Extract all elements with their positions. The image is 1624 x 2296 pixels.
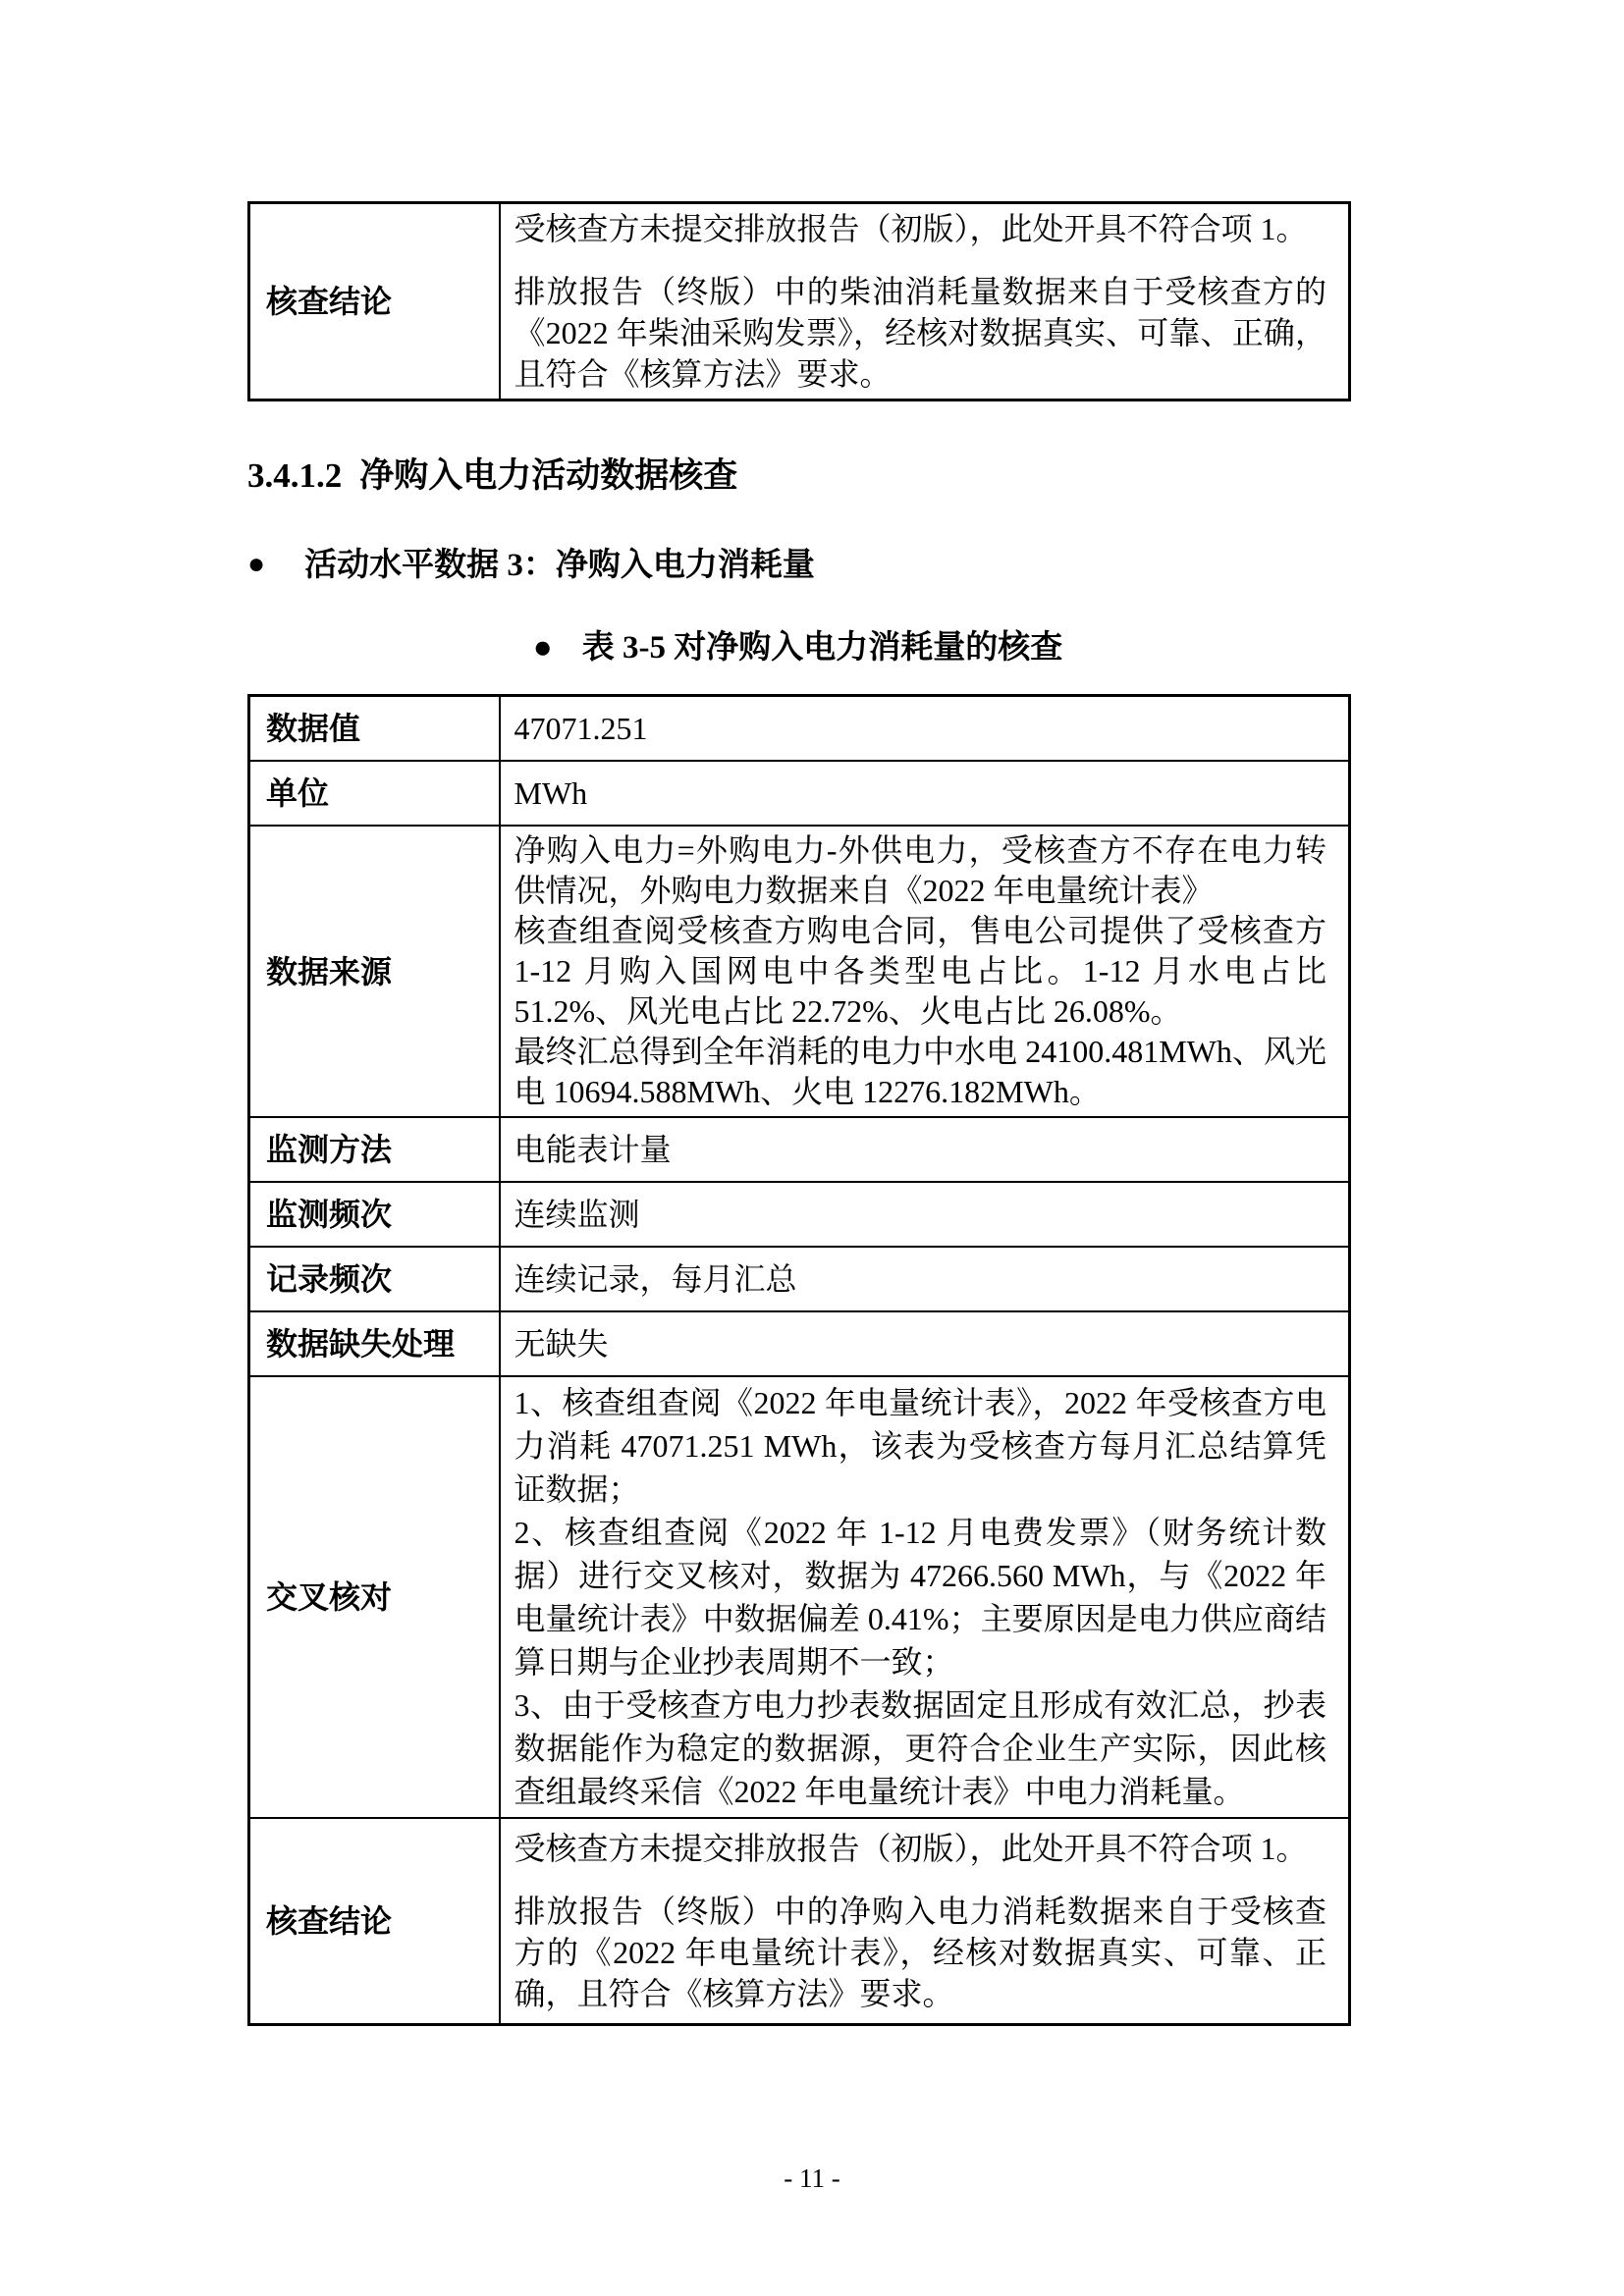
section-number: 3.4.1.2 — [247, 456, 343, 495]
row-label-conclusion: 核查结论 — [249, 1818, 500, 2025]
table-row — [249, 696, 1350, 762]
paragraph: 核查组查阅受核查方购电合同，售电公司提供了受核查方 1-12 月购入国网电中各类型电占比。1-12 月水电占比 51.2%、风光电占比 22.72%、火电占比 26.08%。 — [514, 913, 1326, 1030]
row-label-cross-check: 交叉核对 — [249, 1376, 500, 1818]
table-row — [249, 1117, 1350, 1182]
section-heading — [247, 453, 1348, 500]
paragraph: 47071.251 — [514, 711, 648, 747]
table-row — [249, 1182, 1350, 1247]
paragraph: 1、核查组查阅《2022 年电量统计表》，2022 年受核查方电力消耗 47071.251 MWh，该表为受核查方每月汇总结算凭证数据； — [514, 1385, 1326, 1508]
paragraph: 2、核查组查阅《2022 年 1-12 月电费发票》（财务统计数据）进行交叉核对，数据为 47266.560 MWh，与《2022 年电量统计表》中数据偏差 0.41%；主要原因是电力供应商结算日期与企业抄表周期不一致； — [514, 1515, 1326, 1681]
page-content — [247, 0, 1348, 2026]
row-value-monitoring-frequency — [500, 1182, 1350, 1247]
row-label-missing-data: 数据缺失处理 — [249, 1311, 500, 1376]
paragraph: 3、由于受核查方电力抄表数据固定且形成有效汇总，抄表数据能作为稳定的数据源，更符合企业生产实际，因此核查组最终采信《2022 年电量统计表》中电力消耗量。 — [514, 1687, 1326, 1810]
row-label-data-value: 数据值 — [249, 696, 500, 762]
section-title: 净购入电力活动数据核查 — [359, 456, 738, 495]
row-label-monitoring-method: 监测方法 — [249, 1117, 500, 1182]
row-label-conclusion: 核查结论 — [249, 203, 500, 400]
paragraph: MWh — [514, 775, 588, 812]
paragraph: 受核查方未提交排放报告（初版），此处开具不符合项 1。 — [514, 211, 1308, 246]
table-row — [249, 1376, 1350, 1818]
paragraph: 排放报告（终版）中的净购入电力消耗数据来自于受核查方的《2022 年电量统计表》，经核对数据真实、可靠、正确，且符合《核算方法》要求。 — [514, 1894, 1326, 2012]
paragraph: 受核查方未提交排放报告（初版），此处开具不符合项 1。 — [514, 1831, 1308, 1867]
paragraph: 电能表计量 — [514, 1132, 672, 1168]
row-value-unit — [500, 761, 1350, 826]
table-row — [249, 1311, 1350, 1376]
paragraph: 最终汇总得到全年消耗的电力中水电 24100.481MWh、风光电 10694.588MWh、火电 12276.182MWh。 — [514, 1034, 1326, 1110]
row-value-cross-check — [500, 1376, 1350, 1818]
table-row — [249, 826, 1350, 1117]
bullet-icon: ● — [247, 548, 266, 581]
row-label-data-source: 数据来源 — [249, 826, 500, 1117]
activity-data-line — [247, 543, 1348, 590]
paragraph: 排放报告（终版）中的柴油消耗量数据来自于受核查方的《2022 年柴油采购发票》，经核对数据真实、可靠、正确，且符合《核算方法》要求。 — [514, 274, 1326, 392]
row-label-record-frequency: 记录频次 — [249, 1247, 500, 1311]
row-value-monitoring-method — [500, 1117, 1350, 1182]
row-value-conclusion — [500, 203, 1350, 400]
row-label-monitoring-frequency: 监测频次 — [249, 1182, 500, 1247]
bullet-icon: ● — [532, 630, 553, 667]
row-value-record-frequency — [500, 1247, 1350, 1311]
paragraph: 净购入电力=外购电力-外供电力，受核查方不存在电力转供情况，外购电力数据来自《2022 年电量统计表》 — [514, 832, 1326, 909]
row-value-conclusion — [500, 1818, 1350, 2025]
row-value-missing-data — [500, 1311, 1350, 1376]
row-value-data-value — [500, 696, 1350, 762]
row-value-data-source — [500, 826, 1350, 1117]
paragraph: 无缺失 — [514, 1326, 609, 1362]
table-row — [249, 1247, 1350, 1311]
table-row — [249, 1818, 1350, 2025]
table-caption: 表 3-5 对净购入电力消耗量的核查 — [581, 630, 1063, 667]
table-caption-line — [247, 625, 1348, 670]
paragraph: 连续监测 — [514, 1197, 640, 1233]
page-number: - 11 - — [784, 2163, 840, 2193]
row-label-unit: 单位 — [249, 761, 500, 826]
table-row — [249, 203, 1350, 400]
paragraph: 连续记录，每月汇总 — [514, 1261, 797, 1298]
diesel-conclusion-table — [247, 201, 1351, 401]
activity-data-label: 活动水平数据 3：净购入电力消耗量 — [304, 548, 815, 583]
table-row — [249, 761, 1350, 826]
electricity-verification-table — [247, 694, 1351, 2026]
